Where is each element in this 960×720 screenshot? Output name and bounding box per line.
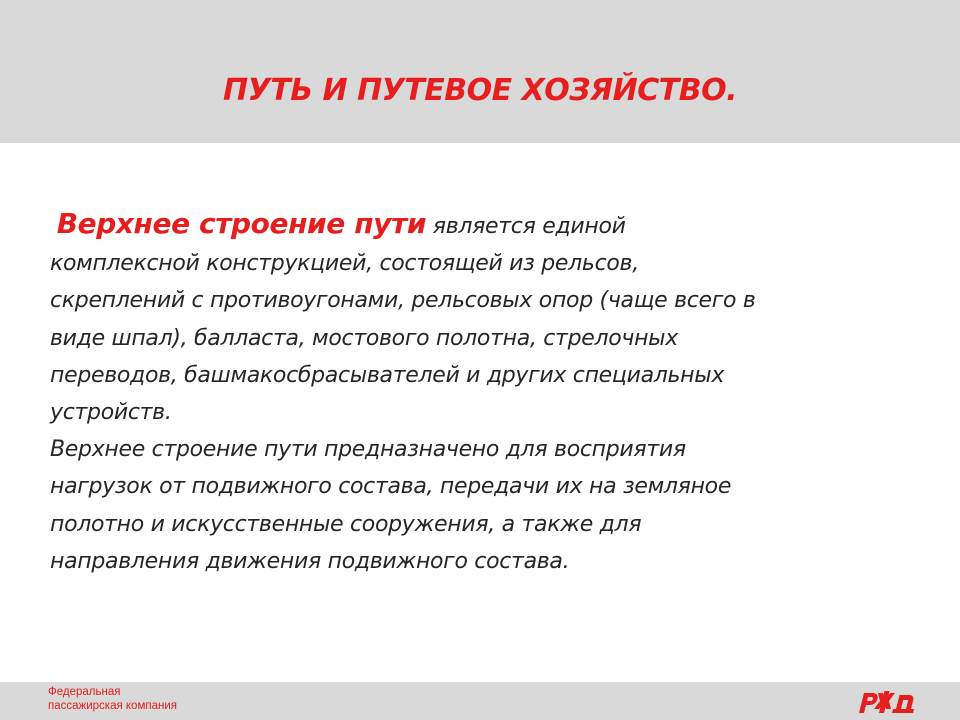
slide-title: ПУТЬ И ПУТЕВОЕ ХОЗЯЙСТВО. bbox=[223, 73, 737, 108]
body-line-1 bbox=[50, 205, 930, 245]
body-line-5: переводов, башмакосбрасывателей и других специальных bbox=[50, 362, 725, 388]
company-name bbox=[48, 685, 177, 713]
body-line-6: устройств. bbox=[50, 400, 172, 426]
company-name-line-1: Федеральная bbox=[48, 686, 121, 698]
body-line-text: является единой bbox=[426, 214, 626, 239]
company-name-line-2: пассажирская компания bbox=[48, 700, 177, 712]
body-lead-term: Верхнее строение пути bbox=[56, 207, 427, 240]
rzd-logo-icon bbox=[856, 685, 926, 717]
body-line-4: виде шпал), балласта, мостового полотна, стрелочных bbox=[50, 325, 678, 351]
body-line-8: нагрузок от подвижного состава, передачи их на земляное bbox=[50, 474, 732, 500]
body-line-10: направления движения подвижного состава. bbox=[50, 548, 570, 574]
body-line-7: Верхнее строение пути предназначено для восприятия bbox=[50, 437, 686, 463]
body-line-9: полотно и искусственные сооружения, а также для bbox=[50, 511, 642, 537]
body-line-2: комплексной конструкцией, состоящей из рельсов, bbox=[50, 251, 639, 277]
body-line-3: скреплений с противоугонами, рельсовых опор (чаще всего в bbox=[50, 288, 756, 314]
body-text bbox=[50, 205, 930, 580]
